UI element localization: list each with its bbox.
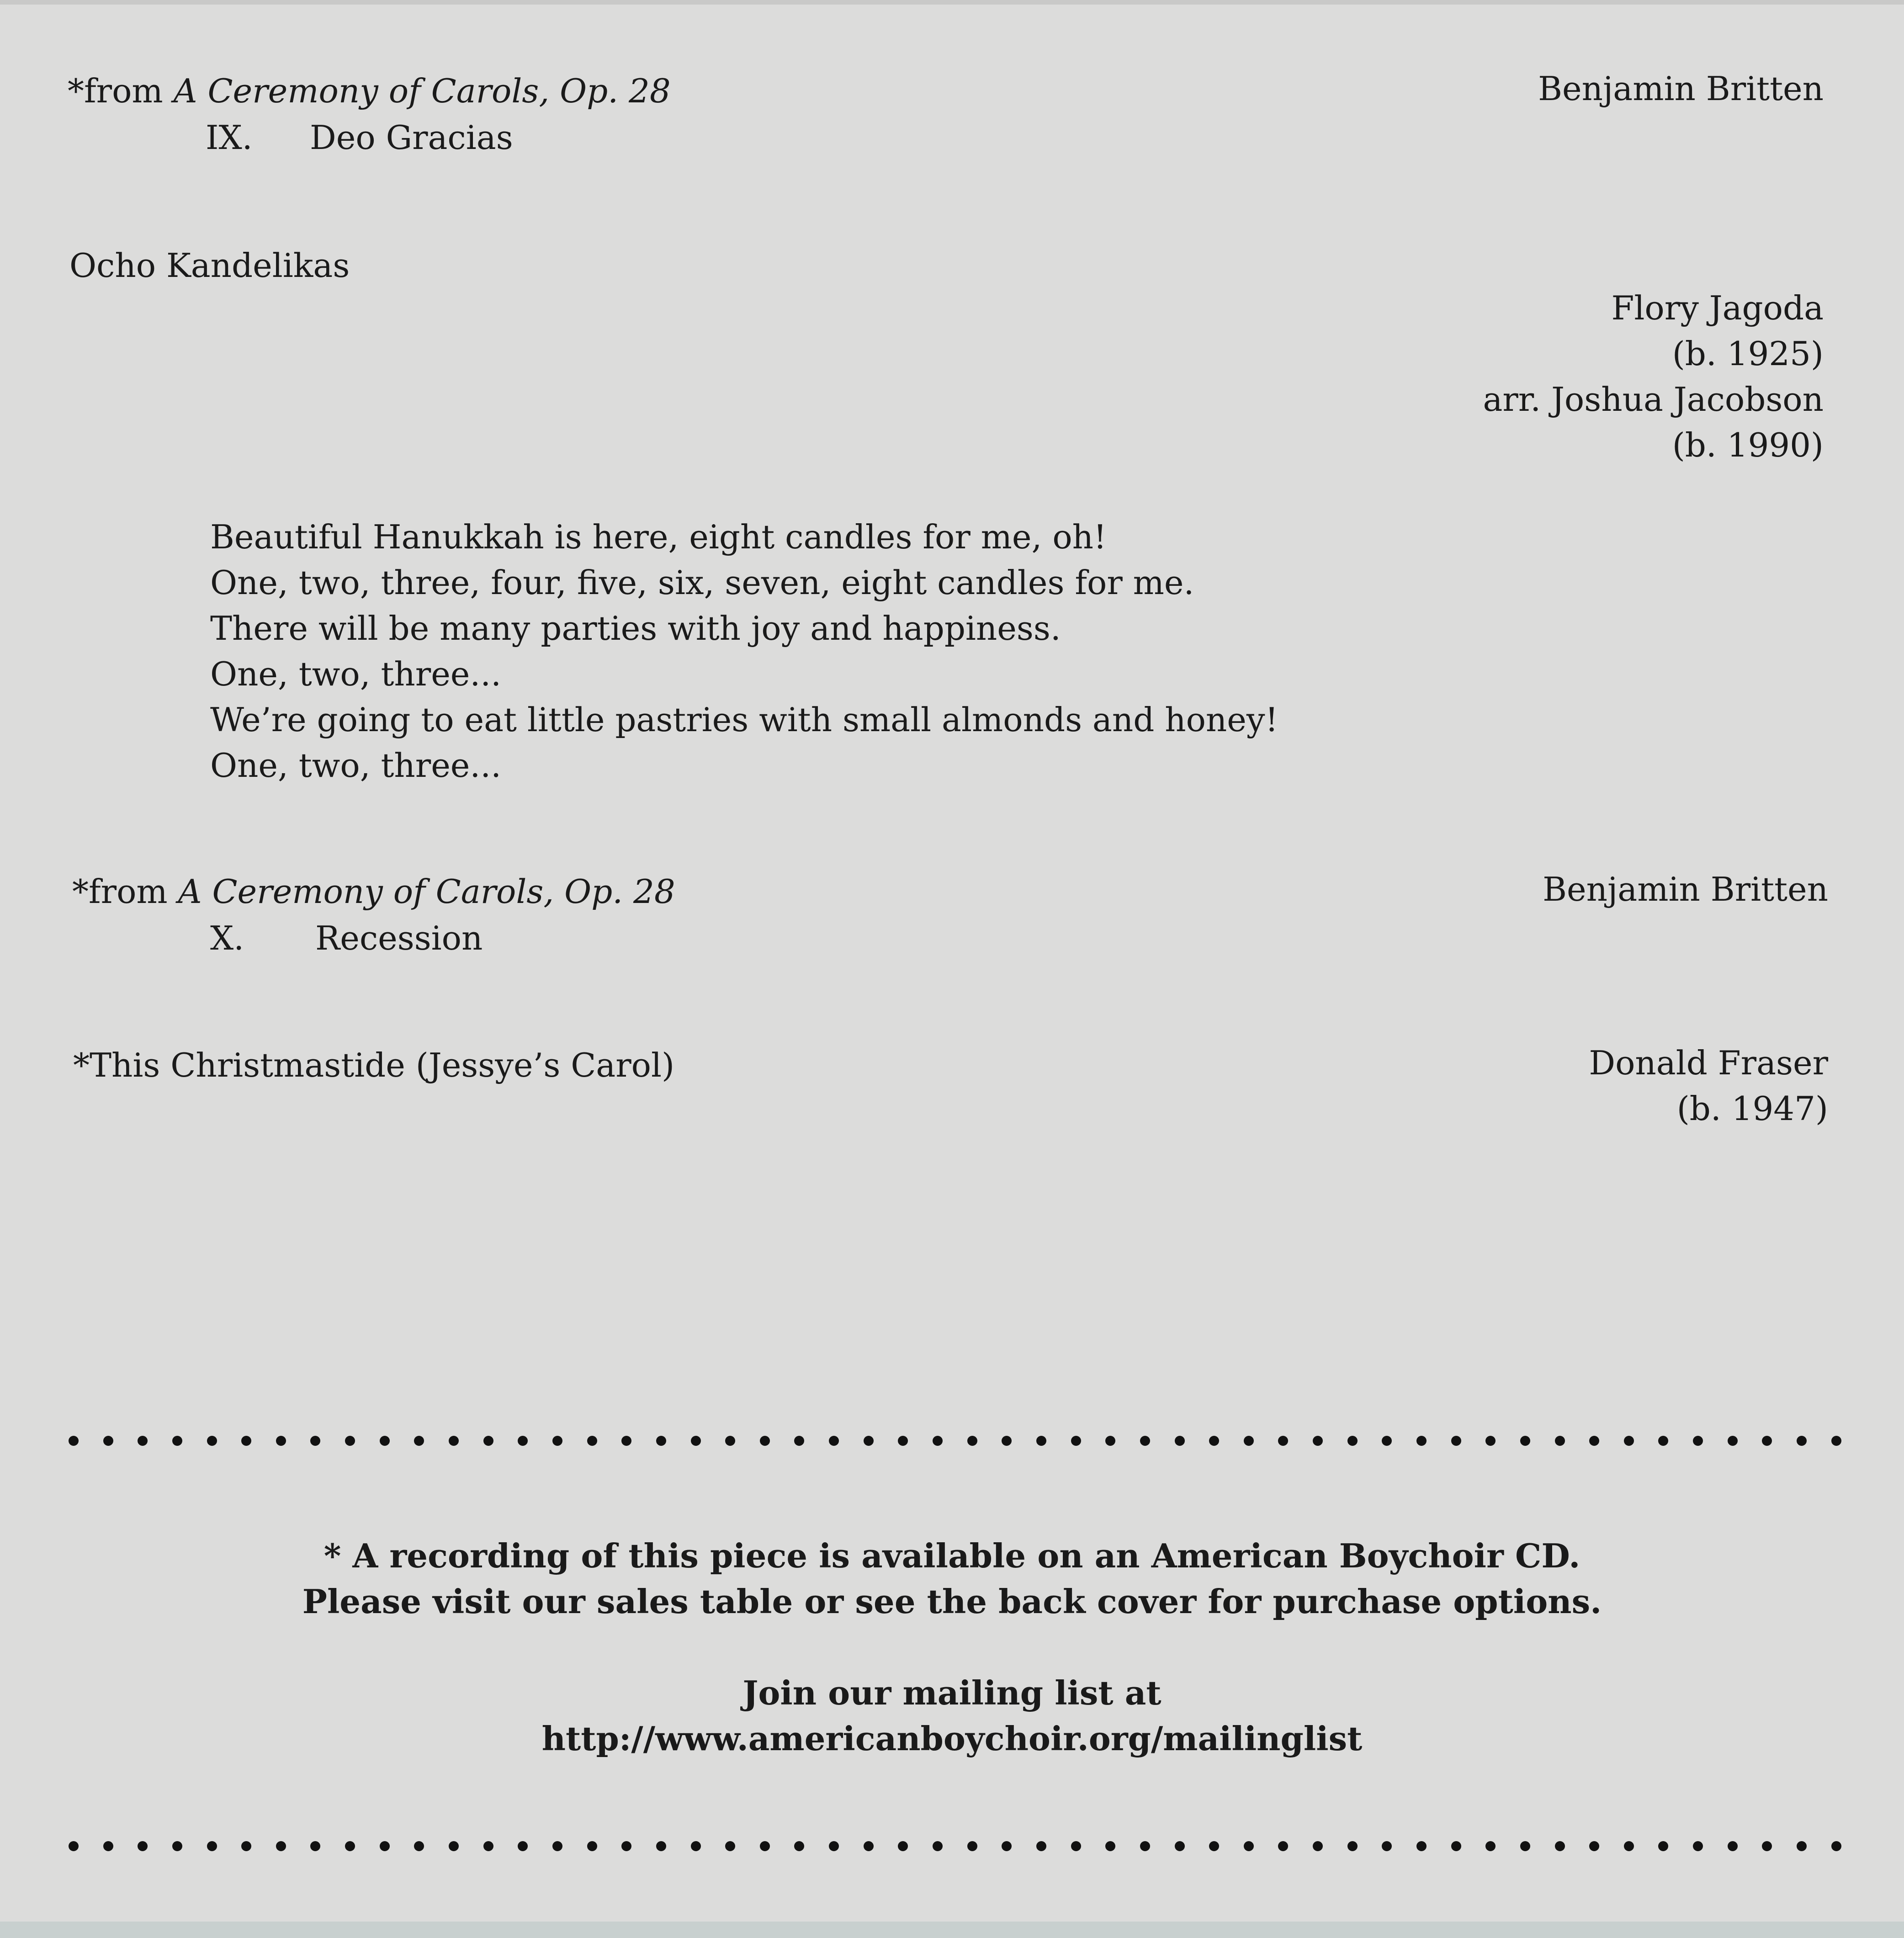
divider-dot bbox=[380, 1436, 390, 1446]
divider-dot bbox=[1831, 1841, 1841, 1851]
divider-dot bbox=[898, 1436, 908, 1446]
composer-name: Benjamin Britten bbox=[1543, 870, 1828, 908]
lyrics-block bbox=[210, 514, 1278, 788]
divider-dot bbox=[794, 1841, 804, 1851]
divider-dot bbox=[1105, 1436, 1115, 1446]
divider-dot bbox=[829, 1436, 839, 1446]
lyric-line: One, two, three, four, five, six, seven, eight candles for me. bbox=[210, 563, 1194, 602]
divider-dot bbox=[1140, 1436, 1150, 1446]
divider-dot bbox=[1485, 1841, 1496, 1851]
divider-dot bbox=[207, 1841, 217, 1851]
divider-dot bbox=[621, 1841, 631, 1851]
divider-dot bbox=[1589, 1436, 1599, 1446]
divider-dot bbox=[1244, 1841, 1254, 1851]
divider-dot bbox=[1209, 1436, 1219, 1446]
page-bottom-edge bbox=[0, 1922, 1904, 1938]
divider-dot bbox=[276, 1841, 286, 1851]
divider-dot bbox=[1555, 1841, 1565, 1851]
divider-dot bbox=[864, 1841, 874, 1851]
movement-title: Deo Gracias bbox=[310, 118, 513, 157]
divider-dot bbox=[1797, 1436, 1807, 1446]
divider-dot bbox=[241, 1436, 251, 1446]
program-item-1-heading bbox=[68, 72, 671, 110]
divider-dot bbox=[1555, 1436, 1565, 1446]
divider-dot bbox=[414, 1841, 424, 1851]
divider-dot bbox=[518, 1436, 528, 1446]
divider-dot bbox=[518, 1841, 528, 1851]
divider-dot bbox=[1244, 1436, 1254, 1446]
work-prefix: *from bbox=[68, 72, 174, 110]
divider-dot bbox=[1036, 1436, 1046, 1446]
mailing-list-label: Join our mailing list at bbox=[743, 1673, 1161, 1712]
composer-name: Donald Fraser bbox=[1589, 1044, 1828, 1082]
divider-dot bbox=[1416, 1436, 1427, 1446]
recording-note bbox=[0, 1533, 1904, 1625]
divider-dot bbox=[69, 1841, 79, 1851]
divider-dot bbox=[1140, 1841, 1150, 1851]
divider-dot bbox=[725, 1841, 735, 1851]
divider-dot bbox=[1589, 1841, 1599, 1851]
divider-dot bbox=[1209, 1841, 1219, 1851]
divider-dot bbox=[656, 1436, 666, 1446]
divider-dot bbox=[691, 1841, 701, 1851]
divider-dot bbox=[967, 1436, 977, 1446]
divider-dot bbox=[1036, 1841, 1046, 1851]
divider-dot bbox=[1624, 1841, 1634, 1851]
movement-number: X. bbox=[210, 919, 244, 957]
movement-title: Recession bbox=[315, 919, 483, 957]
divider-dot bbox=[933, 1841, 943, 1851]
divider-dot bbox=[552, 1436, 562, 1446]
divider-dot bbox=[1105, 1841, 1115, 1851]
composer-name: Benjamin Britten bbox=[1538, 69, 1824, 108]
divider-dot bbox=[1071, 1436, 1081, 1446]
divider-dot bbox=[1658, 1436, 1668, 1446]
divider-dot bbox=[1347, 1436, 1358, 1446]
divider-dot bbox=[172, 1841, 182, 1851]
divider-dot bbox=[864, 1436, 874, 1446]
divider-dot bbox=[1382, 1841, 1392, 1851]
lyric-line: One, two, three... bbox=[210, 746, 502, 785]
divider-dot bbox=[1762, 1841, 1772, 1851]
divider-dot bbox=[276, 1436, 286, 1446]
mailing-list-note bbox=[0, 1670, 1904, 1762]
piece-title: *This Christmastide (Jessye’s Carol) bbox=[73, 1046, 675, 1084]
composer-dates: (b. 1947) bbox=[1676, 1089, 1828, 1128]
divider-dot bbox=[1278, 1436, 1288, 1446]
arranger-name: arr. Joshua Jacobson bbox=[1483, 380, 1824, 419]
recording-note-line: Please visit our sales table or see the back cover for purchase options. bbox=[302, 1582, 1602, 1621]
divider-dot bbox=[483, 1436, 493, 1446]
lyric-line: There will be many parties with joy and happiness. bbox=[210, 609, 1061, 648]
divider-dot bbox=[1002, 1841, 1012, 1851]
divider-dot bbox=[345, 1841, 355, 1851]
divider-dot bbox=[380, 1841, 390, 1851]
divider-dot bbox=[1831, 1436, 1841, 1446]
divider-dot bbox=[310, 1436, 320, 1446]
mailing-list-url: http://www.americanboychoir.org/mailinglist bbox=[541, 1719, 1363, 1758]
page-top-edge bbox=[0, 0, 1904, 5]
divider-dot bbox=[760, 1841, 770, 1851]
divider-dot bbox=[1175, 1436, 1185, 1446]
dotted-divider-bottom bbox=[69, 1840, 1841, 1852]
composer-name: Flory Jagoda bbox=[1611, 289, 1824, 327]
divider-dot bbox=[1520, 1841, 1530, 1851]
divider-dot bbox=[138, 1841, 148, 1851]
divider-dot bbox=[794, 1436, 804, 1446]
composer-dates: (b. 1925) bbox=[1672, 335, 1824, 373]
divider-dot bbox=[760, 1436, 770, 1446]
divider-dot bbox=[1313, 1436, 1323, 1446]
divider-dot bbox=[1416, 1841, 1427, 1851]
divider-dot bbox=[691, 1436, 701, 1446]
divider-dot bbox=[1002, 1436, 1012, 1446]
piece-title: Ocho Kandelikas bbox=[69, 246, 350, 285]
divider-dot bbox=[552, 1841, 562, 1851]
divider-dot bbox=[1520, 1436, 1530, 1446]
arranger-dates: (b. 1990) bbox=[1672, 426, 1824, 464]
divider-dot bbox=[1313, 1841, 1323, 1851]
divider-dot bbox=[1693, 1436, 1703, 1446]
divider-dot bbox=[172, 1436, 182, 1446]
divider-dot bbox=[1624, 1436, 1634, 1446]
divider-dot bbox=[483, 1841, 493, 1851]
divider-dot bbox=[207, 1436, 217, 1446]
work-title: A Ceremony of Carols, Op. 28 bbox=[178, 872, 675, 911]
divider-dot bbox=[103, 1436, 113, 1446]
work-prefix: *from bbox=[72, 872, 178, 911]
divider-dot bbox=[1175, 1841, 1185, 1851]
divider-dot bbox=[1347, 1841, 1358, 1851]
lyric-line: One, two, three... bbox=[210, 655, 502, 693]
divider-dot bbox=[1797, 1841, 1807, 1851]
divider-dot bbox=[587, 1436, 597, 1446]
divider-dot bbox=[933, 1436, 943, 1446]
program-item-3-heading bbox=[72, 872, 675, 911]
movement-number: IX. bbox=[206, 118, 253, 157]
divider-dot bbox=[1762, 1436, 1772, 1446]
divider-dot bbox=[449, 1436, 459, 1446]
divider-dot bbox=[103, 1841, 113, 1851]
divider-dot bbox=[656, 1841, 666, 1851]
lyric-line: We’re going to eat little pastries with small almonds and honey! bbox=[210, 701, 1278, 739]
divider-dot bbox=[1658, 1841, 1668, 1851]
divider-dot bbox=[414, 1436, 424, 1446]
divider-dot bbox=[1278, 1841, 1288, 1851]
divider-dot bbox=[1451, 1841, 1461, 1851]
divider-dot bbox=[449, 1841, 459, 1851]
divider-dot bbox=[1382, 1436, 1392, 1446]
divider-dot bbox=[967, 1841, 977, 1851]
divider-dot bbox=[587, 1841, 597, 1851]
divider-dot bbox=[1693, 1841, 1703, 1851]
divider-dot bbox=[138, 1436, 148, 1446]
divider-dot bbox=[310, 1841, 320, 1851]
divider-dot bbox=[1728, 1841, 1738, 1851]
dotted-divider-top bbox=[69, 1435, 1841, 1447]
divider-dot bbox=[1451, 1436, 1461, 1446]
divider-dot bbox=[241, 1841, 251, 1851]
divider-dot bbox=[345, 1436, 355, 1446]
divider-dot bbox=[898, 1841, 908, 1851]
divider-dot bbox=[1071, 1841, 1081, 1851]
divider-dot bbox=[1728, 1436, 1738, 1446]
divider-dot bbox=[725, 1436, 735, 1446]
work-title: A Ceremony of Carols, Op. 28 bbox=[173, 72, 671, 110]
divider-dot bbox=[69, 1436, 79, 1446]
lyric-line: Beautiful Hanukkah is here, eight candles for me, oh! bbox=[210, 518, 1107, 556]
divider-dot bbox=[1485, 1436, 1496, 1446]
divider-dot bbox=[621, 1436, 631, 1446]
divider-dot bbox=[829, 1841, 839, 1851]
recording-note-line: * A recording of this piece is available on an American Boychoir CD. bbox=[324, 1536, 1580, 1575]
